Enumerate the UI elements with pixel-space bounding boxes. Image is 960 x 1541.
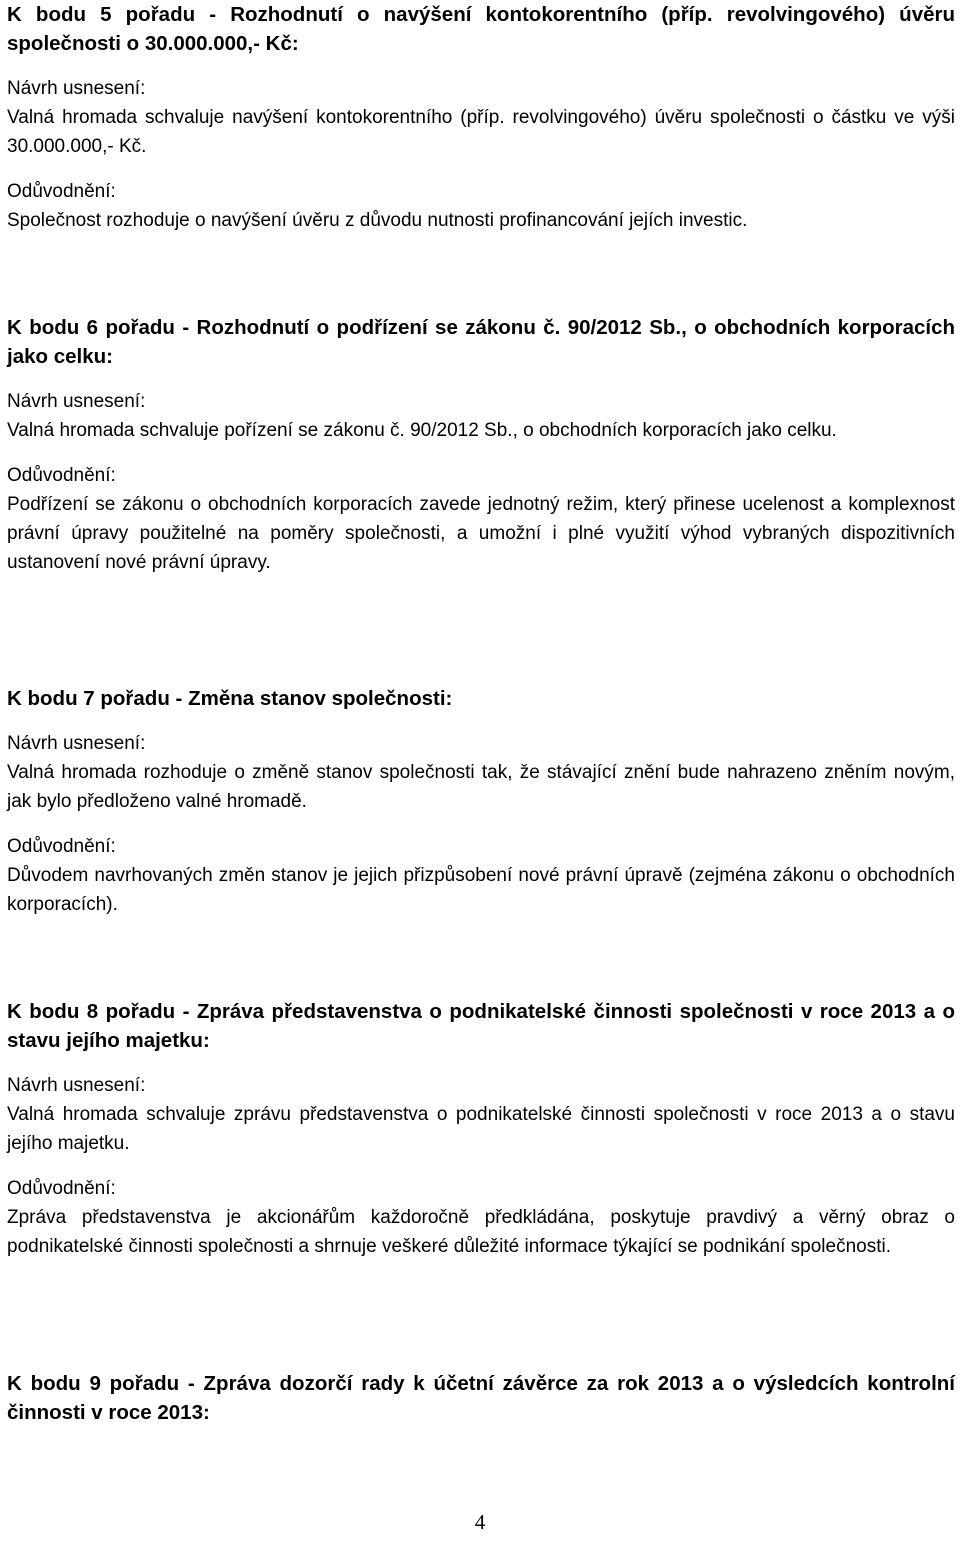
proposal-text: Valná hromada schvaluje zprávu představenstva o podnikatelské činnosti společnosti v roce 2013 a o stavu jejího majetku. bbox=[7, 1104, 955, 1154]
reason-text: Zpráva představenstva je akcionářům každoročně předkládána, poskytuje pravdivý a věrný obraz o podnikatelské činnosti společnosti a shrnuje veškeré důležité informace týkající se podnikání společnosti. bbox=[7, 1207, 955, 1257]
agenda-item-5 bbox=[7, 0, 955, 235]
reason-label: Odůvodnění: bbox=[7, 465, 116, 486]
reason-label: Odůvodnění: bbox=[7, 1178, 116, 1199]
agenda-item-9 bbox=[7, 1369, 955, 1427]
proposal-text: Valná hromada schvaluje pořízení se zákonu č. 90/2012 Sb., o obchodních korporacích jako celku. bbox=[7, 420, 837, 441]
reason-label: Odůvodnění: bbox=[7, 836, 116, 857]
proposal-label: Návrh usnesení: bbox=[7, 1075, 146, 1096]
proposal-text: Valná hromada rozhoduje o změně stanov společnosti tak, že stávající znění bude nahrazeno zněním novým, jak bylo předloženo valné hromadě. bbox=[7, 762, 955, 812]
proposal-label: Návrh usnesení: bbox=[7, 391, 146, 412]
reason-label: Odůvodnění: bbox=[7, 181, 116, 202]
agenda-item-8 bbox=[7, 997, 955, 1261]
reason-text: Společnost rozhoduje o navýšení úvěru z důvodu nutnosti profinancování jejích investic. bbox=[7, 210, 748, 231]
agenda-item-6 bbox=[7, 313, 955, 577]
proposal-text: Valná hromada schvaluje navýšení kontokorentního (příp. revolvingového) úvěru společnosti o částku ve výši 30.000.000,- Kč. bbox=[7, 107, 955, 157]
proposal-label: Návrh usnesení: bbox=[7, 78, 146, 99]
agenda-item-heading: K bodu 8 pořadu - Zpráva představenstva o podnikatelské činnosti společnosti v roce 2013 a o stavu jejího majetku: bbox=[7, 1000, 955, 1052]
agenda-item-heading: K bodu 9 pořadu - Zpráva dozorčí rady k účetní závěrce za rok 2013 a o výsledcích kontrolní činnosti v roce 2013: bbox=[7, 1372, 955, 1424]
page-number: 4 bbox=[474, 1510, 486, 1534]
agenda-item-7 bbox=[7, 684, 955, 919]
reason-text: Důvodem navrhovaných změn stanov je jejich přizpůsobení nové právní úpravě (zejména zákonu o obchodních korporacích). bbox=[7, 865, 955, 915]
reason-text: Podřízení se zákonu o obchodních korporacích zavede jednotný režim, který přinese ucelenost a komplexnost právní úpravy použitelné na poměry společnosti, a umožní i plné využití výhod vybraných dispozitivních ustanovení nové právní úpravy. bbox=[7, 494, 955, 573]
proposal-label: Návrh usnesení: bbox=[7, 733, 146, 754]
agenda-item-heading: K bodu 6 pořadu - Rozhodnutí o podřízení se zákonu č. 90/2012 Sb., o obchodních korporacích jako celku: bbox=[7, 316, 955, 368]
agenda-item-heading: K bodu 7 pořadu - Změna stanov společnosti: bbox=[7, 687, 453, 710]
agenda-item-heading: K bodu 5 pořadu - Rozhodnutí o navýšení kontokorentního (příp. revolvingového) úvěru společnosti o 30.000.000,- Kč: bbox=[7, 3, 955, 55]
